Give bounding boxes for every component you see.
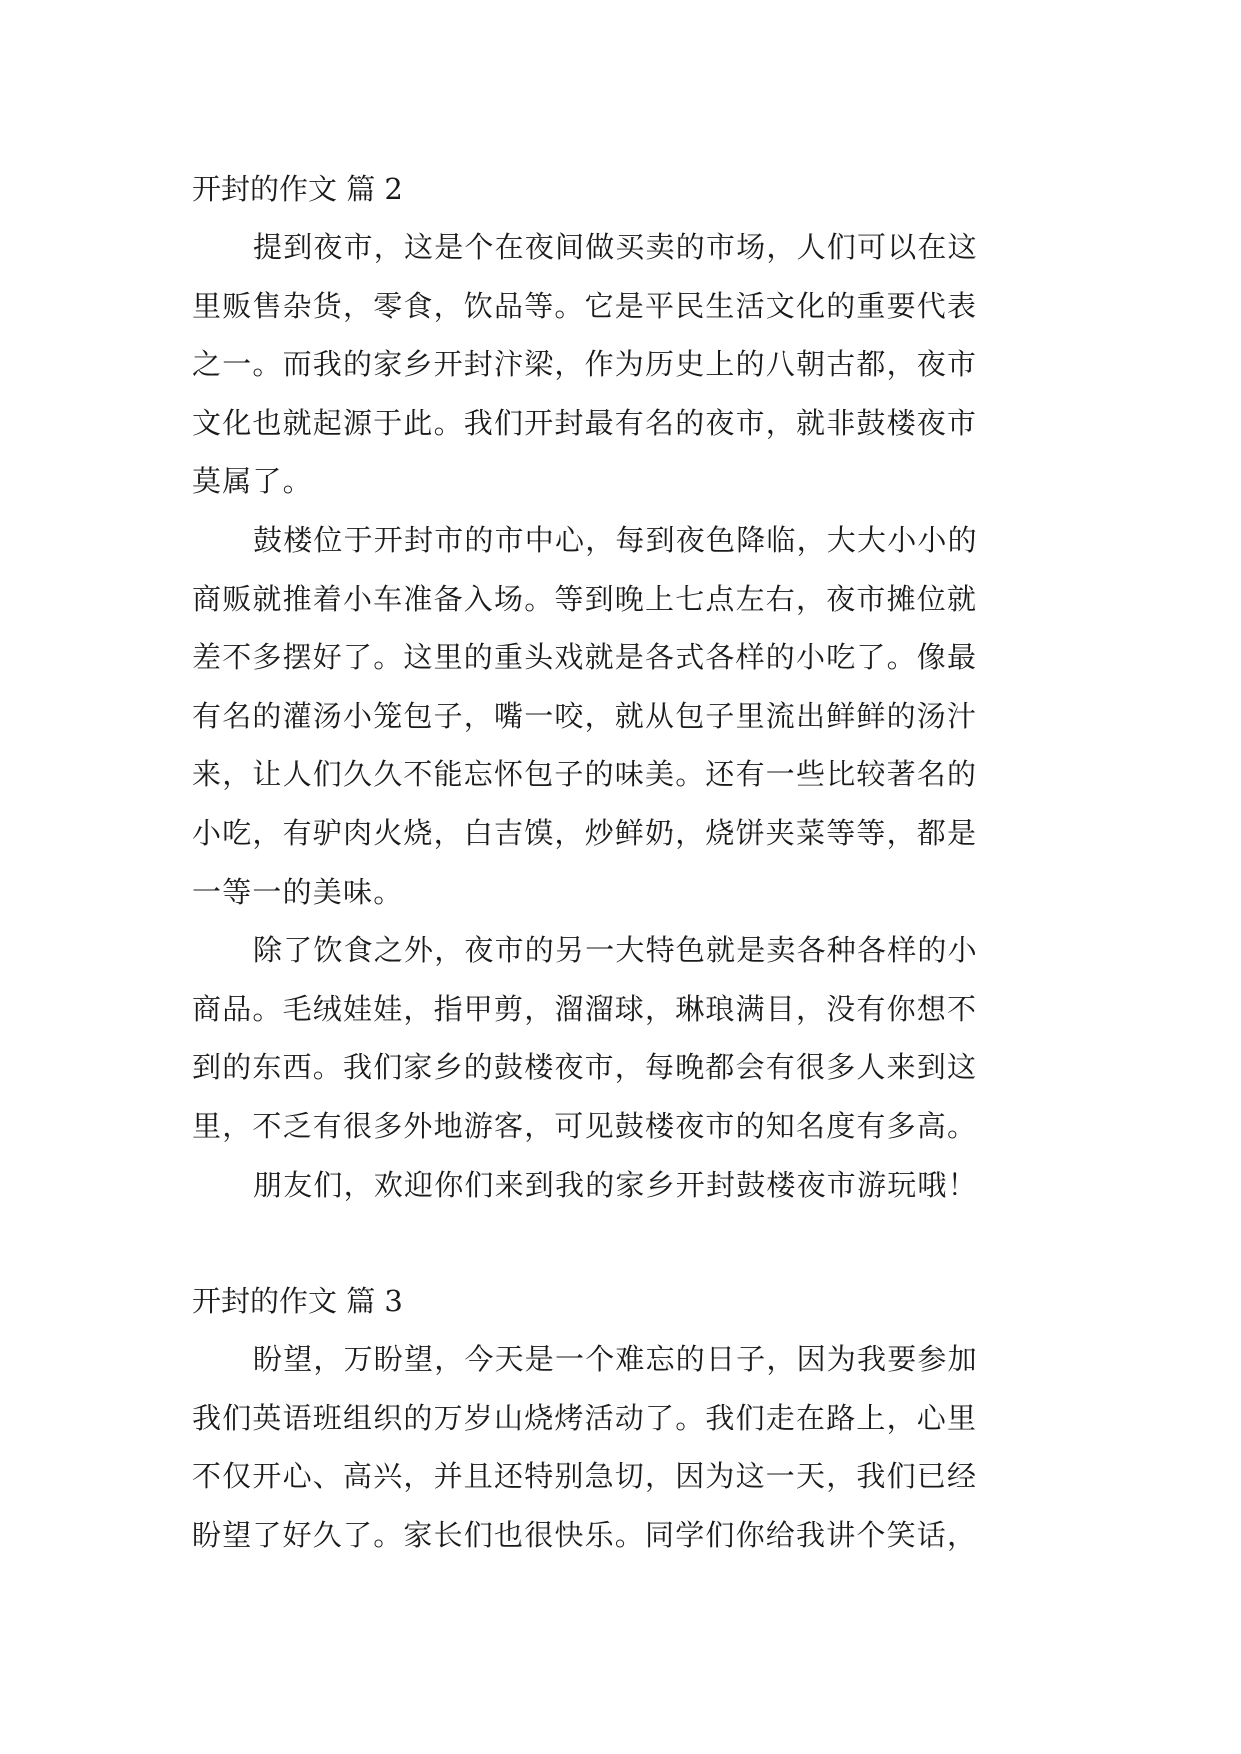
text-line: 文化也就起源于此。我们开封最有名的夜市，就非鼓楼夜市 [192, 405, 978, 440]
text-line: 小吃，有驴肉火烧，白吉馍，炒鲜奶，烧饼夹菜等等，都是 [192, 815, 978, 850]
paragraph [192, 1330, 1072, 1564]
text-line: 一等一的美味。 [192, 874, 404, 909]
text-line: 到的东西。我们家乡的鼓楼夜市，每晚都会有很多人来到这 [192, 1050, 978, 1085]
text-line: 不仅开心、高兴，并且还特别急切，因为这一天，我们已经 [192, 1459, 978, 1494]
text-line: 除了饮食之外，夜市的另一大特色就是卖各种各样的小 [253, 933, 978, 968]
document-body [192, 160, 1072, 1564]
text-line: 莫属了。 [192, 464, 313, 499]
text-line: 商贩就推着小车准备入场。等到晚上七点左右，夜市摊位就 [192, 581, 978, 616]
text-line: 里贩售杂货，零食，饮品等。它是平民生活文化的重要代表 [192, 288, 978, 323]
text-line: 我们英语班组织的万岁山烧烤活动了。我们走在路上，心里 [192, 1400, 978, 1435]
essay-section-3 [192, 1272, 1072, 1564]
text-line: 差不多摆好了。这里的重头戏就是各式各样的小吃了。像最 [192, 640, 978, 675]
text-line: 盼望了好久了。家长们也很快乐。同学们你给我讲个笑话， [192, 1517, 978, 1552]
essay-section-2 [192, 160, 1072, 1214]
paragraph [192, 218, 1072, 511]
text-line: 鼓楼位于开封市的市中心，每到夜色降临，大大小小的 [253, 522, 978, 557]
text-line: 盼望，万盼望，今天是一个难忘的日子，因为我要参加 [253, 1342, 978, 1377]
section-title: 开封的作文 篇 3 [192, 1284, 403, 1319]
text-line: 之一。而我的家乡开封汴梁，作为历史上的八朝古都，夜市 [192, 347, 978, 382]
paragraph [192, 921, 1072, 1155]
text-line: 来，让人们久久不能忘怀包子的味美。还有一些比较著名的 [192, 757, 978, 792]
paragraph [192, 511, 1072, 921]
text-line: 提到夜市，这是个在夜间做买卖的市场，人们可以在这 [253, 230, 978, 264]
section-title: 开封的作文 篇 2 [192, 172, 403, 206]
section-spacer [192, 1214, 1072, 1272]
text-line: 里，不乏有很多外地游客，可见鼓楼夜市的知名度有多高。 [192, 1108, 978, 1143]
paragraph [192, 1156, 1072, 1215]
text-line: 朋友们，欢迎你们来到我的家乡开封鼓楼夜市游玩哦！ [253, 1167, 978, 1202]
text-line: 商品。毛绒娃娃，指甲剪，溜溜球，琳琅满目，没有你想不 [192, 991, 978, 1026]
text-line: 有名的灌汤小笼包子，嘴一咬，就从包子里流出鲜鲜的汤汁 [192, 698, 978, 733]
